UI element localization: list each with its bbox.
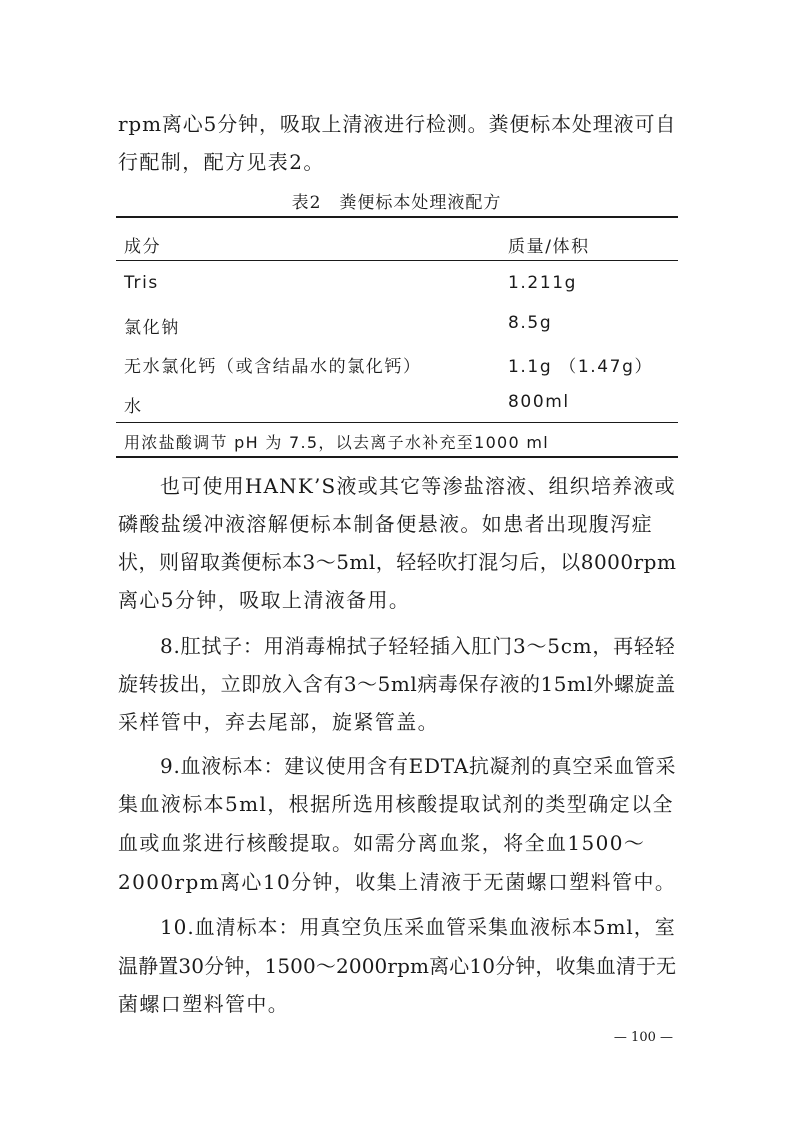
- page-number: — 100 —: [613, 1030, 673, 1045]
- table-cell-amount: 800ml: [508, 392, 570, 412]
- body-line: 状，则留取粪便标本3～5ml，轻轻吹打混匀后，以8000rpm: [118, 550, 677, 574]
- body-line: 血或血浆进行核酸提取。如需分离血浆，将全血1500～: [118, 831, 646, 855]
- table-header-amount: 质量/体积: [508, 237, 590, 257]
- table-cell-component: 无水氯化钙（或含结晶水的氯化钙）: [124, 357, 422, 377]
- intro-line-1: rpm离心5分钟，吸取上清液进行检测。粪便标本处理液可自: [118, 112, 677, 136]
- body-line: 集血液标本5ml，根据所选用核酸提取试剂的类型确定以全: [118, 792, 674, 816]
- body-line: 也可使用HANK’S液或其它等渗盐溶液、组织培养液或: [160, 474, 676, 498]
- table-header-component: 成分: [124, 237, 162, 257]
- table-header-rule: [116, 260, 678, 261]
- body-line: 旋转拔出，立即放入含有3～5ml病毒保存液的15ml外螺旋盖: [118, 672, 676, 696]
- table-caption: 表2 粪便标本处理液配方: [291, 193, 502, 213]
- body-line: 8.肛拭子：用消毒棉拭子轻轻插入肛门3～5cm，再轻轻: [160, 634, 676, 658]
- body-line: 离心5分钟，吸取上清液备用。: [118, 588, 411, 612]
- body-line: 9.血液标本：建议使用含有EDTA抗凝剂的真空采血管采: [160, 754, 677, 778]
- table-cell-component: 氯化钠: [124, 318, 180, 338]
- table-note: 用浓盐酸调节 pH 为 7.5，以去离子水补充至1000 ml: [124, 433, 550, 452]
- table-cell-component: 水: [124, 397, 143, 417]
- table-note-rule: [116, 422, 678, 423]
- table-cell-component: Tris: [124, 273, 159, 293]
- body-line: 磷酸盐缓冲液溶解便标本制备便悬液。如患者出现腹泻症: [118, 512, 653, 536]
- table-cell-amount: 1.1g （1.47g）: [508, 357, 654, 377]
- body-line: 菌螺口塑料管中。: [118, 992, 290, 1016]
- intro-line-2: 行配制，配方见表2。: [118, 150, 325, 174]
- table-top-rule: [116, 216, 678, 218]
- table-cell-amount: 1.211g: [508, 273, 578, 293]
- body-line: 2000rpm离心10分钟，收集上清液于无菌螺口塑料管中。: [118, 870, 677, 894]
- table-bottom-rule: [116, 456, 678, 458]
- body-line: 10.血清标本：用真空负压采血管采集血液标本5ml，室: [160, 915, 676, 939]
- body-line: 温静置30分钟，1500～2000rpm离心10分钟，收集血清于无: [118, 954, 677, 978]
- table-cell-amount: 8.5g: [508, 313, 553, 333]
- body-line: 采样管中，弃去尾部，旋紧管盖。: [118, 710, 439, 734]
